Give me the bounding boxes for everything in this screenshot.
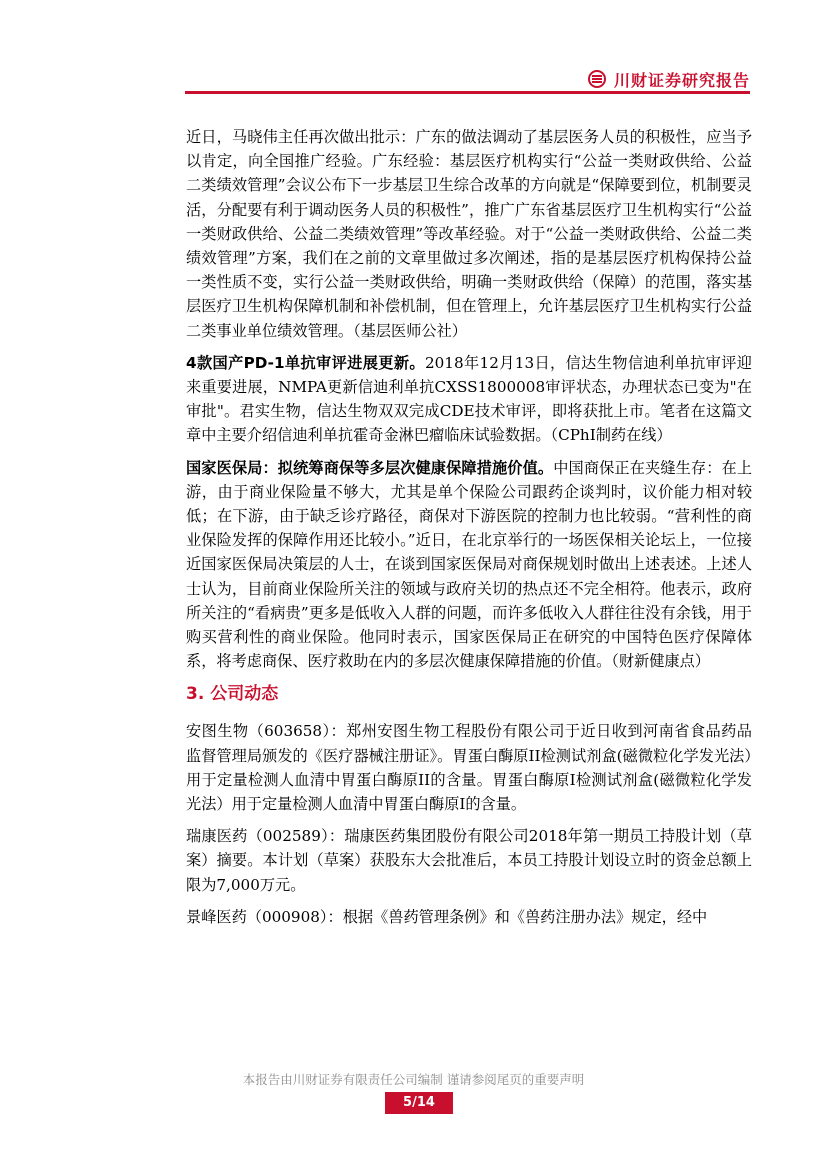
- paragraph-autobio: 安图生物（603658）：郑州安图生物工程股份有限公司于近日收到河南省食品药品监督管理局颁发的《医疗器械注册证》。胃蛋白酶原II检测试剂盒(磁微粒化学发光法）用于定量检测人血清中胃蛋白酶原II的含量。胃蛋白酶原I检测试剂盒(磁微粒化学发光法）用于定量检测人血清中胃蛋白酶原I的含量。: [186, 722, 752, 814]
- footer-disclaimer: 本报告由川财证券有限责任公司编制 谨请参阅尾页的重要声明: [242, 1072, 585, 1087]
- brand-logo-icon: [588, 70, 606, 88]
- page-header: [185, 66, 750, 94]
- section-title-company-news: 3. 公司动态: [186, 684, 279, 705]
- insurance-headline: 国家医保局：拟统筹商保等多层次健康保障措施价值。: [186, 458, 554, 477]
- brand-name: 川财证券研究报告: [613, 70, 750, 90]
- header-rule: [185, 91, 750, 94]
- paragraph-medical-insurance: [186, 456, 752, 674]
- pd1-headline: 4款国产PD-1单抗审评进展更新。: [186, 353, 425, 372]
- paragraph-policy-guangdong: 近日，马晓伟主任再次做出批示：广东的做法调动了基层医务人员的积极性，应当予以肯定，向全国推广经验。广东经验：基层医疗机构实行“公益一类财政供给、公益二类绩效管理”会议公布下一步基层卫生综合改革的方向就是“保障要到位，机制要灵活，分配要有利于调动医务人员的积极性”，推广广东省基层医疗卫生机构实行“公益一类财政供给、公益二类绩效管理”等改革经验。对于“公益一类财政供给、公益二类绩效管理”方案，我们在之前的文章里做过多次阐述，指的是基层医疗机构保持公益一类性质不变，实行公益一类财政供给，明确一类财政供给（保障）的范围，落实基层医疗卫生机构保障机制和补偿机制，但在管理上，允许基层医疗卫生机构实行公益二类事业单位绩效管理。（基层医师公社）: [186, 128, 752, 340]
- paragraph-realcan: 瑞康医药（002589）：瑞康医药集团股份有限公司2018年第一期员工持股计划（草案）摘要。本计划（草案）获股东大会批准后，本员工持股计划设立时的资金总额上限为7,000万元。: [186, 827, 752, 894]
- page-number: 5/14: [385, 1092, 453, 1114]
- pd1-body: 2018年12月13日，信达生物信迪利单抗审评迎来重要进展，NMPA更新信迪利单抗CXSS1800008审评状态，办理状态已变为"在审批"。君实生物，信达生物双双完成CDE技术审评，即将获批上市。笔者在这篇文章中主要介绍信迪利单抗霍奇金淋巴瘤临床试验数据。（CPhI制药在线）: [186, 353, 752, 445]
- report-body: [186, 125, 752, 929]
- paragraph-jingfeng: 景峰医药（000908）：根据《兽药管理条例》和《兽药注册办法》规定，经中: [186, 907, 708, 926]
- brand: [588, 66, 750, 92]
- paragraph-pd1: [186, 351, 752, 448]
- insurance-body: 中国商保正在夹缝生存：在上游，由于商业保险量不够大，尤其是单个保险公司跟药企谈判时，议价能力相对较低；在下游，由于缺乏诊疗路径，商保对下游医院的控制力也比较弱。“营利性的商业保险发挥的保障作用还比较小。”近日，在北京举行的一场医保相关论坛上，一位接近国家医保局决策层的人士，在谈到国家医保局对商保规划时做出上述表述。上述人士认为，目前商业保险所关注的领域与政府关切的热点还不完全相符。他表示，政府所关注的“看病贵”更多是低收入人群的问题，而许多低收入人群往往没有余钱，用于购买营利性的商业保险。他同时表示，国家医保局正在研究的中国特色医疗保障体系，将考虑商保、医疗救助在内的多层次健康保障措施的价值。（财新健康点）: [186, 458, 753, 671]
